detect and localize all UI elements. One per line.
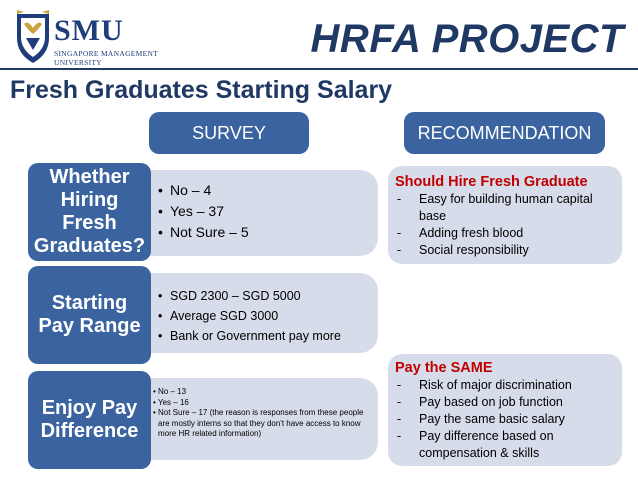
header-divider <box>0 68 638 70</box>
smu-crest-icon <box>14 8 52 66</box>
list-item: • Yes – 16 <box>153 398 368 409</box>
recommendation-header: RECOMMENDATION <box>404 112 605 154</box>
row-label-pay-difference: Enjoy Pay Difference <box>28 371 151 469</box>
recommendation-points-hire <box>395 191 614 259</box>
list-item: • Not Sure – 5 <box>158 222 378 243</box>
list-item: - Risk of major discrimination <box>395 377 614 394</box>
logo-wordmark: SMU <box>54 14 124 47</box>
list-item: • Average SGD 3000 <box>158 306 378 326</box>
list-item: - Pay difference based on compensation & skills <box>395 428 614 462</box>
project-title: HRFA PROJECT <box>310 17 624 61</box>
list-item: • Bank or Government pay more <box>158 326 378 346</box>
recommendation-heading-pay: Pay the SAME <box>395 360 493 376</box>
survey-points-pay-range <box>158 286 378 346</box>
recommendation-heading-hire: Should Hire Fresh Graduate <box>395 174 588 190</box>
survey-header: SURVEY <box>149 112 309 154</box>
row-label-hiring: Whether Hiring Fresh Graduates? <box>28 163 151 261</box>
recommendation-panel-hire <box>388 166 622 264</box>
list-item: • SGD 2300 – SGD 5000 <box>158 286 378 306</box>
list-item: • Not Sure – 17 (the reason is responses from these people are mostly interns so that they don't have access to know more HR related information) <box>153 408 368 440</box>
list-item: - Pay the same basic salary <box>395 411 614 428</box>
list-item: • Yes – 37 <box>158 201 378 222</box>
recommendation-panel-pay <box>388 354 622 466</box>
row-label-pay-range: Starting Pay Range <box>28 266 151 364</box>
survey-panel-pay-difference <box>120 378 378 460</box>
survey-panel-hiring <box>120 170 378 256</box>
recommendation-points-pay <box>395 377 614 462</box>
smu-logo <box>14 8 184 66</box>
logo-subtitle: SINGAPORE MANAGEMENT UNIVERSITY <box>54 49 159 67</box>
list-item: - Social responsibility <box>395 242 614 259</box>
survey-points-pay-difference <box>153 387 368 440</box>
slide-title: Fresh Graduates Starting Salary <box>10 76 393 104</box>
list-item: - Adding fresh blood <box>395 225 614 242</box>
list-item: - Easy for building human capital base <box>395 191 614 225</box>
survey-panel-pay-range <box>120 273 378 353</box>
list-item: • No – 13 <box>153 387 368 398</box>
survey-points-hiring <box>158 180 378 243</box>
list-item: • No – 4 <box>158 180 378 201</box>
list-item: - Pay based on job function <box>395 394 614 411</box>
